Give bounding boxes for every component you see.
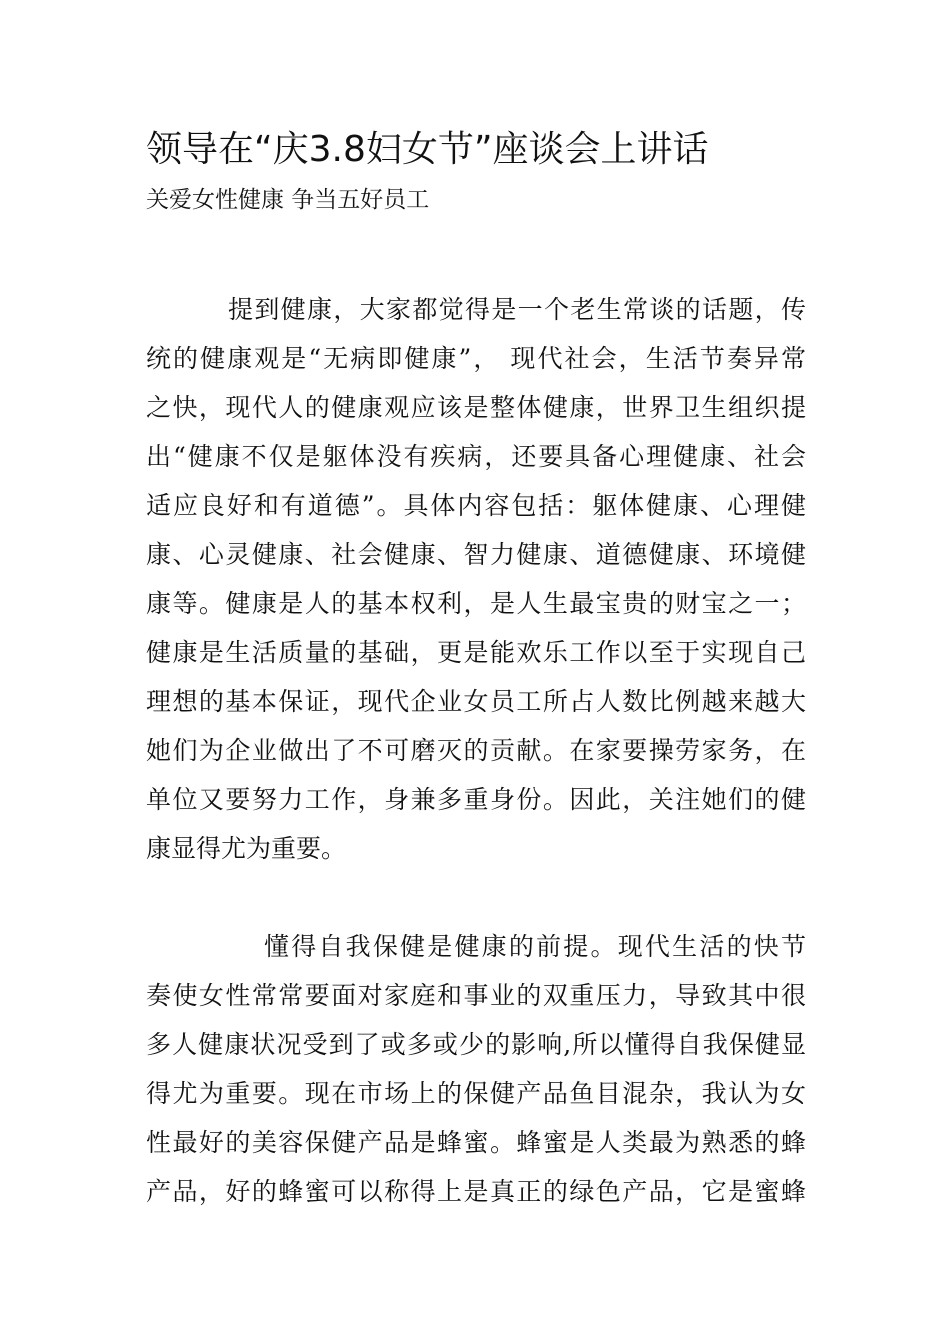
paragraph-line: 懂得自我保健是健康的前提。现代生活的快节 bbox=[264, 932, 806, 961]
paragraph-line: 康、心灵健康、社会健康、智力健康、道德健康、环境健 bbox=[146, 540, 806, 569]
paragraph-line: 提到健康，大家都觉得是一个老生常谈的话题，传 bbox=[228, 295, 806, 324]
paragraph-line: 出“健康不仅是躯体没有疾病，还要具备心理健康、社会 bbox=[146, 442, 806, 471]
paragraph-line: 她们为企业做出了不可磨灭的贡献。在家要操劳家务，在 bbox=[146, 736, 806, 765]
paragraph-line: 健康是生活质量的基础，更是能欢乐工作以至于实现自己 bbox=[146, 638, 806, 667]
paragraph-line: 之快，现代人的健康观应该是整体健康，世界卫生组织提 bbox=[146, 393, 806, 422]
document-subtitle: 关爱女性健康 争当五好员工 bbox=[146, 187, 430, 213]
paragraph-line: 康显得尤为重要。 bbox=[146, 834, 347, 863]
paragraph-1 bbox=[146, 285, 806, 873]
paragraph-line: 理想的基本保证，现代企业女员工所占人数比例越来越大 bbox=[146, 687, 806, 716]
paragraph-line: 产品，好的蜂蜜可以称得上是真正的绿色产品，它是蜜蜂 bbox=[146, 1177, 806, 1206]
paragraph-line: 性最好的美容保健产品是蜂蜜。蜂蜜是人类最为熟悉的蜂 bbox=[146, 1128, 806, 1157]
document-title: 领导在“庆3.8妇女节”座谈会上讲话 bbox=[146, 129, 709, 170]
paragraph-line: 多人健康状况受到了或多或少的影响,所以懂得自我保健显 bbox=[146, 1030, 806, 1059]
paragraph-line: 适应良好和有道德”。具体内容包括：躯体健康、心理健 bbox=[146, 491, 806, 520]
paragraph-line: 单位又要努力工作，身兼多重身份。因此，关注她们的健 bbox=[146, 785, 806, 814]
paragraph-line: 统的健康观是“无病即健康”， 现代社会，生活节奏异常 bbox=[146, 344, 806, 373]
paragraph-line: 得尤为重要。现在市场上的保健产品鱼目混杂，我认为女 bbox=[146, 1079, 806, 1108]
paragraph-line: 康等。健康是人的基本权利，是人生最宝贵的财宝之一； bbox=[146, 589, 806, 618]
paragraph-line: 奏使女性常常要面对家庭和事业的双重压力，导致其中很 bbox=[146, 981, 806, 1010]
paragraph-2 bbox=[146, 922, 806, 1216]
